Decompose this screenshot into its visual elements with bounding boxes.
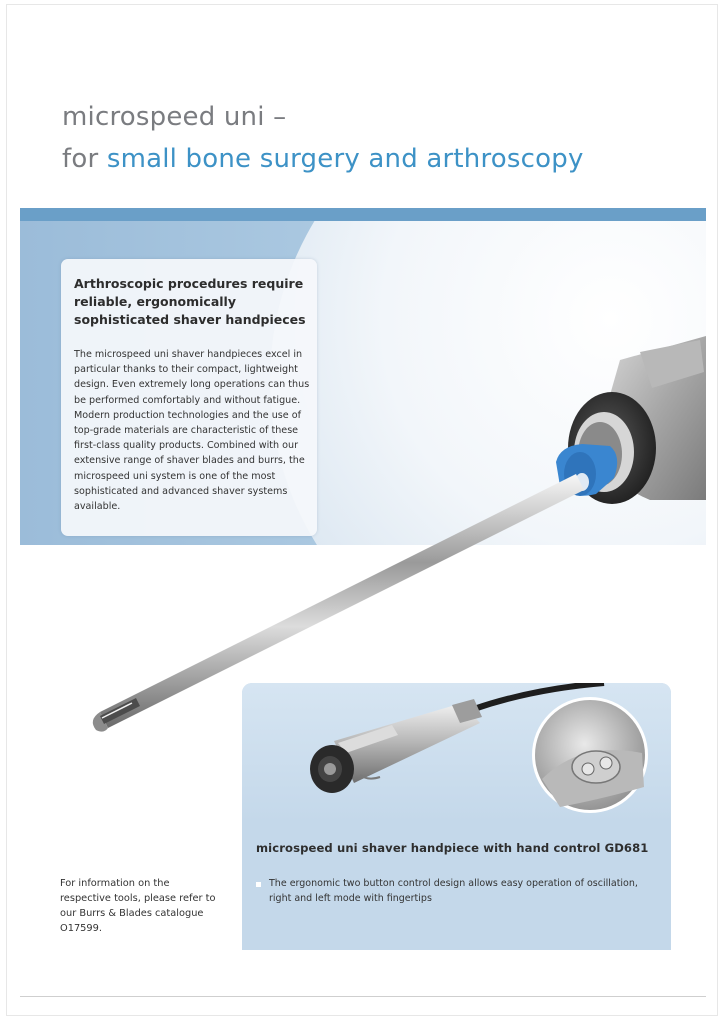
product-caption: microspeed uni shaver handpiece with hand control GD681 (256, 841, 649, 855)
title-line-2-accent: small bone surgery and arthroscopy (106, 144, 584, 174)
product-bullet-1: The ergonomic two button control design allows easy operation of oscillation, right and left mode with fingertips (269, 878, 638, 904)
footer-rule (20, 996, 706, 997)
title-line-2-prefix: for (62, 144, 107, 174)
catalogue-reference-note: For information on the respective tools, please refer to our Burrs & Blades catalogue O17599. (60, 878, 216, 934)
intro-heading: Arthroscopic procedures require reliable, ergonomically sophisticated shaver handpieces (74, 276, 306, 327)
page-title (62, 96, 584, 180)
bullet-marker (256, 882, 261, 887)
handpiece-image (242, 683, 671, 843)
hand-control-detail-image (532, 697, 648, 813)
intro-body: The microspeed uni shaver handpieces excel in particular thanks to their compact, lightweight design. Even extremely long operations can thus be performed comfortably and without fatigue. Modern production technologies and the use of top-grade materials are characteristic of these first-class quality products. Combined with our extensive range of shaver blades and burrs, the microspeed uni system is one of the most sophisticated and advanced shaver systems available. (74, 349, 310, 513)
header-stripe (20, 208, 706, 221)
intro-text-box (61, 259, 317, 536)
title-line-1: microspeed uni – (62, 102, 287, 132)
